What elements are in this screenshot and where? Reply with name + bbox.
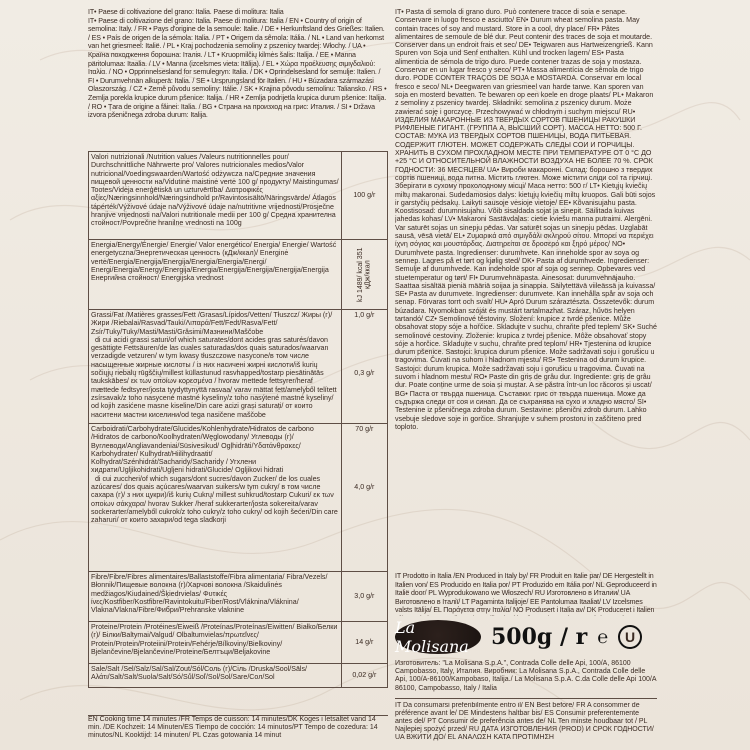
nutrition-row-energy	[89, 240, 388, 310]
nutrition-row-carbohydrate	[89, 424, 388, 572]
nutrition-value-energy	[341, 240, 387, 310]
nutrition-label-carbohydrate: Carboidrati/Carbohydrate/Glucides/Kohlenhydrate/Hidratos de carbono /Hidratos de carbono/Koolhydraten/Węglowodany/ Углеводы (г)/ Вуглеводи/Angliavandeniai/Süsivesikud/ Ogļhidrāti/Υδατάνθρακες/ Karbohydrater/ Kulhydrat/Hiilihydraatit/ Kolhydrat/Szénhidrát/Sacharidy/Sacharidy / Угхлени хидрати/Ugljikohidrati/Ugljeni hidrati/Glucide/ Ogljikovi hidrati di cui zuccheri/of which sugars/dont sucres/davon Zucker/ de los cuales azúcares/ dos quais açúcares/waarvan suikers/w tym cukry/ в том числе сахара (г)/ з них цукри)/iš kurių Cukrų/ millest suhkrud/tostarp Cukuri/ εκ των οποίων σάκχαρα/ hvorav Sukker /heraf sukkerarter/josta sokereita/varav sockerarter/amelyből cukrok/z toho cukry/z toho cukry/ od kojih šećeri/Din care zaharuri/ от които захари/od tega sladkorji	[89, 424, 342, 572]
kosher-u-icon: U	[618, 625, 642, 649]
best-before-text: IT Da consumarsi preferibilmente entro il/ EN Best before/ FR A consommer de préférence avant le/ DE Mindestens haltbar bis/ ES Consumir preferentemente antes del/ PT Consumir de preferência antes de/ NL Ten minste houdbaar tot / PL Najlepiej spożyć przed/ RU ДАТА ИЗГОТОВЛЕНИЯ (PROD) И СРОК ГОДНОСТИ/ UA ВЖИТИ ДО/ EL ΑΝΑΛΩΣΗ ΚΑΤΑ ΠΡΟΤΙΜΗΣΗ	[395, 702, 656, 741]
nutrition-label-energy: Energia/Energy/Énergie/ Energie/ Valor energético/ Energia/ Energie/ Wartość energetyczna/Энергетическая ценность (кДж/ккал)/ Energinė vertė/Energia/Energija/Energija/Energia/Energia/Energi/ Energi/Energia/Energy/Energija/Energia/Energija/Energija/Energija/Energija Енергийна стойност/ Energijska vrednost	[89, 240, 342, 310]
origin-statement: IT• Paese di coltivazione del grano: Italia. Paese di molitura: Italia IT• Paese di coltivazione del grano: Italia. Paese di molitura: Italia / EN • Country of origin of semolina: Italy. / FR • Pays d'origine de la semoule: Italie. / DE • Herkunftsland des Grießes: Italien. / ES • País de origen de la sémola: Italia. / PT • Origem da sêmola: Itália. / NL • Land van herkomst van het griesmeel: Italië. / PL • Kraj pochodzenia semoliny z pszenicy twardej: Włochy. / UA • Країна походження борошна: Італія. / LT • Kruopmilčių kilmės šalis: Italija. / EE • Manna päritolumaa: Itaalia. / LV • Manna (izcelsmes vieta: Itālija). / EL • Χώρα προέλευσης σιμιγδαλιού: Ιταλία. / NO • Opprinnelsesland for semulegryn: Italia. / DK • Oprindelsesland for semulje: Italien. / FI • Durumvehnän alkuperä: Italia. / SE • Ursprungsland för Italien. / HU • Búzadara származási Olaszország. / CZ • Země původu semoliny: Itálie. / SK • Krajina pôvodu semolinu: Taliansko. / RS • Zemlja porekla krupice durum pšenice: Italija. / HR • Zemlja podrijetla krupica durum pšenice: Italija. / RO • Țara de origine a făinei: Italia. / BG • Страна на произход на грис: Италия. / SI • Država izvora pšeničnega zdroba durum: Italija.	[88, 8, 387, 120]
nutrition-header-value: 100 g/r	[341, 152, 387, 240]
ingredients-text: IT• Pasta di semola di grano duro. Può contenere tracce di soia e senape. Conservare in luogo fresco e asciutto/ EN• Durum wheat semolina pasta. May contain traces of soy and mustard. Store in a cool, dry place/ FR• Pâtes alimentaires de semoule de blé dur. Peut contenir des traces de soja et moutarde. Conserver dans un endroit frais et sec/ DE• Teigwaren aus Hartweizengrieß. Kann Spuren von Soja und Senf enthalten. Kühl und trocken lagern/ ES• Pasta alimenticia de sémola de trigo duro. Puede contener trazas de soja y mostaza. Conservar en un lugar fresco y seco/ PT• Massa alimentícia de sêmola de trigo duro. PODE CONTER TRAÇOS DE SOJA e MOSTARDA. Conservar em local fresco e seco/ NL• Deegwaren van griesmeel van harde tarwe. Kan sporen van soja en mosterd bevatten. Te bewaren op een koele en droge plaats/ PL• Makaron z semoliny z pszenicy twardej. Składniki: semolina z pszenicy durum. Może zawierać soję i gorczycę. Przechowywać w chłodnym i suchym miejscu/ RU• ИЗДЕЛИЯ МАКАРОННЫЕ ИЗ ТВЕРДЫХ СОРТОВ ПШЕНИЦЫ РАКУШКИ РИФЛЕНЫЕ ГИГАНТ. (ГРУППА А, ВЫСШИЙ СОРТ). МАССА НЕТТО: 500 Г. СОСТАВ: МУКА ИЗ ТВЕРДЫХ СОРТОВ ПШЕНИЦЫ, ВОДА ПИТЬЕВАЯ. СОДЕРЖИТ ГЛЮТЕН. МОЖЕТ СОДЕРЖАТЬ СЛЕДЫ СОИ И ГОРЧИЦЫ. ХРАНИТЬ В СУХОМ ПРОХЛАДНОМ МЕСТЕ ПРИ ТЕМПЕРАТУРЕ ОТ 0 °С ДО +25 °С И ОТНОСИТЕЛЬНОЙ ВЛАЖНОСТИ ВОЗДУХА НЕ БОЛЕЕ 70 %. СРОК ГОДНОСТИ: 36 МЕСЯЦЕВ/ UA• Вироби макаронні. Склад: борошно з твердих сортів пшениці, вода питна. Містить глютен. Може містити сліди сої та гірчиці. Зберігати в сухому прохолодному місці/ Маса нетто: 500 г/ LT• Kietųjų kviečių miltų makaronai. Sudedamosios dalys: kietųjų kviečių miltų kruopos. Gali būti sojos ir garstyčių pėdsakų. Laikyti sausoje vėsioje vietoje/ EE• Kõvanisujahu pasta. Koostisosad: durumnisujahu. Võib sisaldada sojat ja sinepit. Säilitada kuivas jahedas kohas/ LV• Makaroni Sastāvdaļas: cietie kviešu manna putraimi. Alergēni. Var saturēt sojas un sinepju pēdas. Var saturēt sojas un sinepju pēdas. Uzglabāt sausā, vēsā vietā/ EL• Ζυμαρικά από σιμιγδάλι σκληρού σίτου. Μπορεί να περιέχει ίχνη σόγιας και μουστάρδας. Διατηρείται σε δροσερό και ξηρό μέρος/ NO• Durumhvete pasta. Ingredienser: durumhvete. Kan inneholde spor av soya og sennep. Lagres på et tørt og kjølig sted/ DK• Pasta af durumhvede. Ingredienser: Semulje af durumhvede. Kan indeholde spor af soja og sennep. Opbevares ved stuetemperatur og tørt/ FI• Durumvehnäpasta. Ainesosat: durumvehnäjauho. Saattaa sisältää pieniä määriä soijaa ja sinappia. Säilytettävä viileässä ja kuivassa/ SE• Pasta av durumvete. Ingredienser: durumvete. Kan innehålla spår av soja och senap. Förvaras torrt och svalt/ HU• Apró Durum száraztészta. Összetevők: durum búzadara. Nyomokban szóját és mustárt tartalmazhat. Száraz, hűvös helyen tartandó/ CZ• Semolinové těstoviny. Složení: krupice z tvrdé pšenice. Může obsahovat stopy sóje a hořčice. Skladujte v suchu, chraňte před teplem/ SK• Suché semolinové cestoviny. Zloženie: krupica z tvrdej pšenice. Môže obsahovať stopy sóje a horčice. Skladujte v suchu, chraňte pred teplom/ HR• Tjestenina od krupice durum pšenice. Sastojci: krupica durum pšenice. Može sadržavati soju i gorušicu u tragovima. Čuvati na suhom i hladnom mjestu/ RS• Testenina od durum krupice. Sastojci: durum krupica. Može sadržavati soju i gorušicu u tragovima. Čuvati na suvom i hladnom mestu/ RO• Paste din griș de grâu dur. Ingrediente: griș de grâu dur. Poate conține urme de soia și muștar. A se păstra într-un loc răcoros și uscat/ BG• Паста от твърда пшеница. Съставки: грис от твърда пшеница. Може да съдържа следи от соя и синап. Да се съхранява на сухо и хладно място/ SI• Testenine iz pšeničnega zdroba durum. Sestavine: pšenični zdrob durum. Lahko vsebuje sledove soje in gorčice. Shranjujte v suhem prostoru in zaščiteno pred toploto.	[395, 8, 657, 431]
estimated-sign-icon: ℮	[597, 626, 609, 648]
nutrition-row-protein	[89, 622, 388, 664]
nutrition-row-salt	[89, 664, 388, 688]
energy-value-text: kJ 1489/ kcal 351 кДж/ккал	[356, 247, 372, 302]
nutrition-value-carbohydrate: 70 g/r 4,0 g/r	[341, 424, 387, 572]
nutrition-row-fat	[89, 310, 388, 424]
nutrition-value-protein: 14 g/r	[341, 622, 387, 664]
brand-row	[395, 617, 657, 657]
nutrition-label-fibre: Fibre/Fibre/Fibres alimentaires/Ballaststoffe/Fibra alimentaria/ Fibra/Vezels/ Błonnik/Пищевые волокна (г)/Харчові волокна /Skaidulinės medžiagos/Kiudained/Šķiedrvielas/ Φυτικές ίνες/Kostfiber/Kostfibre/Ravintokuitu/Fiber/Rost/Vláknina/Vláknina/ Vlakna/Vlakna/Fibre/Фибри/Prehranske vlaknine	[89, 572, 342, 622]
nutrition-label-salt: Sale/Salt /Sel/Salz/Sal/Sal/Zout/Sól/Соль (г)/Сіль /Druska/Sool/Sāls/ Αλάτι/Salt/Salt/Suola/Salt/Só/Sůl/Soľ/Sol/Sol/Sare/Сол/Sol	[89, 664, 342, 688]
nutrition-header-row	[89, 152, 388, 240]
brand-logo: La Molisana	[395, 620, 481, 654]
nutrition-value-salt: 0,02 g/r	[341, 664, 387, 688]
divider	[395, 698, 657, 699]
nutrition-value-fibre: 3,0 g/r	[341, 572, 387, 622]
manufacturer-text: Изготовитель: "La Molisana S.p.A.", Contrada Colle delle Api, 100/A, 86100 Campobasso, Italy, Италия. Виробник: La Molisana S.p.A., Contrada Colle delle Api, 100/A-86100/Kampobaso, Italija./ La Molisana S.p.A. C.da Colle delle Api 100/A 86100, Campobasso, Italy / Italia	[395, 660, 659, 692]
nutrition-table	[88, 151, 388, 688]
nutrition-row-fibre	[89, 572, 388, 622]
net-weight: 500g / r	[491, 624, 588, 650]
nutrition-label-protein: Proteine/Protein /Protéines/Eiweiß /Proteínas/Proteínas/Eiwitten/ Białko/Белки (г)/ Білки/Baltymai/Valgud/ Olbaltumvielas/πρωτεΐνες/ Protein/Protein/Proteiini/Protein/Fehérje/Bílkoviny/Bielkoviny/ Bjelančevine/Bjelančevine/Proteine/Белтъци/Beljakovine	[89, 622, 342, 664]
cooking-time-text: EN Cooking time 14 minutes /FR Temps de cuisson: 14 minutes/DK Koges i letsaltet vand 14 min. /DE Kochzeit: 14 Minuten/ES Tiempo de cocción: 14 minutos/PT Tempo de cozedura: 14 minutos/NL Kooktijd: 14 minuten/ PL Czas gotowania 14 minut	[88, 715, 388, 741]
nutrition-header-label: Valori nutrizionali /Nutrition values /Valeurs nutritionnelles pour/ Durchschnittliche Nährwerte pro/ Valores nutricionales medios/Valor nutricional/Voedingswaarden/Wartość odżywcza na/Средние значения пищевой ценности на/Vidutinė maistinė vertė 100 g/ продукту/ Maistingumas/ Tootes/Vidėja enerģētiskā un uzturvērtība/ Διατροφικές αξίες/Næringsinnhold/Næringsindhold pr/Ravintosisältö/Näringsvärde/ Átlagos tápérték/Výživové údaje na/Výživové údaje na/nutritivne vrijednosti/Prosječne hranjive vrijednosti na/Valori nutritionale medii per 100 g/ Средна хранителна стойност/Povprečne hranilne vrednosti na 100g	[89, 152, 342, 240]
nutrition-label-fat: Grassi/Fat /Matières grasses/Fett /Grasas/Lípidos/Vetten/ Tłuszcz/ Жиры (г)/Жири /Riebalai/Rasvad/Tauki/Λιπαρά/Fett/Fedt/Rasva/Fett/ Zsír/Tuky/Tuky/Masti/Masti/Grăsimi/Мазнини/Maščobe di cui acidi grassi saturi/of which saturates/dont acides gras saturés/davon gesättigte Fettsäuren/de las cuales saturadas/dos quais saturados/waarvan verzadigde vetzuren/ w tym kwasy tłuszczowe nasycone/в том числе насыщенные жирные кислоты / із них насичені жирні кислоти/iš kurių sočiųjų riebalų rūgščių/millest küllastunud rasvhapped/tostarp piesātinātās taukskābes/ εκ των οποίων κορεσμένα / hvorav mettede fettsyrer/heraf mættede fedtsyrer/josta tyydyttynyttä rasvaa/ varav mättat fett/amelyből telített zsírsavak/z toho nasycené mastné kyseliny/z toho nasýtené mastné kyseliny/ od kojih zasićene masne kiseline/Din care acizi grași saturați/ от които наситени мастни киселини/od tega nasičene maščobe	[89, 310, 342, 424]
produced-in-text: IT Prodotto in Italia /EN Produced in Italy by/ FR Produit en Italie par/ DE Hergestellt in Italien von/ ES Producido en Italia por/ PT Produzido em Itália por/ NL Geproduceerd in Italië door/ PL Wyprodukowano we Włoszech/ RU Изготовлено в Италии/ UA Виготовлено в Італії/ LT Pagaminta Italijoje/ EE Pantolumaa Itaaliat/ LV Izcelsmes valsts Itālija/ EL Παράγεται στην Ιταλία/ NO Produsert i Italia av/ DK Produceret i Italien	[395, 572, 657, 615]
nutrition-value-fat: 1,0 g/r 0,3 g/r	[341, 310, 387, 424]
